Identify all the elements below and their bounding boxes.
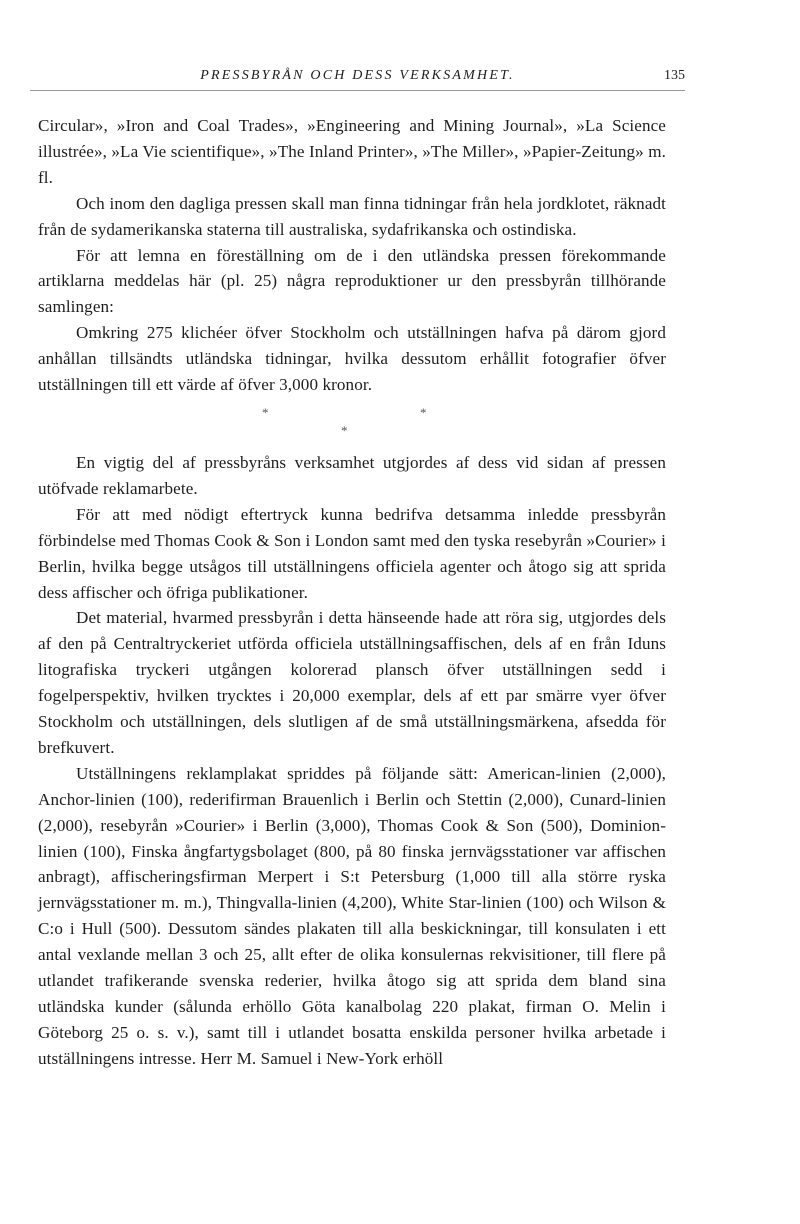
page-number: 135 [664, 68, 685, 83]
paragraph: Och inom den dagliga pressen skall man finna tidningar från hela jordklotet, räknadt från de sydamerikanska staterna till australiska, sydafrikanska och ostindiska. [38, 193, 666, 239]
running-title: PRESSBYRÅN OCH DESS VERKSAMHET. [200, 68, 515, 83]
section-break [38, 398, 666, 450]
paragraph: En vigtig del af pressbyråns verksamhet utgjordes af dess vid sidan af pressen utöfvade reklamarbete. [38, 452, 666, 498]
asterisk: * [420, 404, 427, 420]
asterisk: * [341, 422, 348, 438]
paragraph: Det material, hvarmed pressbyrån i detta hänseende hade att röra sig, utgjordes dels af den på Centraltryckeriet utförda officiela utställningsaffischen, dels af en från Iduns litografiska tryckeri utgången kolorerad plansch öfver utställningen sedd i fogelperspektiv, hvilken trycktes i 20,000 exemplar, dels af ett par smärre vyer öfver Stockholm och utställningen, dels slutligen af de små utställningsmärkena, afsedda för brefkuvert. [38, 608, 666, 757]
paragraph: Omkring 275 klichéer öfver Stockholm och utställningen hafva på därom gjord anhållan tillsändts utländska tidningar, hvilka dessutom erhållit fotografier öfver utställningen till ett värde af öfver 3,000 kronor. [38, 323, 666, 395]
paragraph: För att med nödigt eftertryck kunna bedrifva detsamma inledde pressbyrån förbindelse med Thomas Cook & Son i London samt med den tyska resebyrån »Courier» i Berlin, hvilka begge utsågos till utställningens officiela agenter och åtogo sig att sprida dess affischer och öfriga publikationer. [38, 504, 666, 602]
paragraph: Utställningens reklamplakat spriddes på följande sätt: American-linien (2,000), Anchor-linien (100), rederifirman Brauenlich i Berlin och Stettin (2,000), Cunard-linien (2,000), resebyrån »Courier» i Berlin (3,000), Thomas Cook & Son (500), Dominion-linien (100), Finska ångfartygsbolaget (800, på 80 finska jernvägsstationer var affischen anbragt), affischeringsfirman Merpert i S:t Petersburg (1,000 till alla större ryska jernvägsstationer m. m.), Thingvalla-linien (4,200), White Star-linien (100) och Wilson & C:o i Hull (500). Dessutom sändes plakaten till alla beskickningar, till konsulaten i ett antal vexlande mellan 3 och 25, allt efter de olika konsulernas rekvisitioner, till flere på utlandet trafikerande svenska rederier, hvilka åtogo sig att sprida dem bland sina utländska kunder (sålunda erhöllo Göta kanalbolag 220 plakat, firman O. Melin i Göteborg 25 o. s. v.), samt till i utlandet bosatta enskilda personer hvilka arbetade i utställningens intresse. Herr M. Samuel i New-York erhöll [38, 763, 666, 1068]
running-header [30, 68, 685, 91]
asterisk: * [262, 404, 269, 420]
body-text [38, 113, 666, 1072]
paragraph: För att lemna en föreställning om de i den utländska pressen förekommande artiklarna meddelas här (pl. 25) några reproduktioner ur den pressbyrån tillhörande samlingen: [38, 245, 666, 317]
paragraph: Circular», »Iron and Coal Trades», »Engineering and Mining Journal», »La Science illustrée», »La Vie scientifique», »The Inland Printer», »The Miller», »Papier-Zeitung» m. fl. [38, 116, 666, 187]
